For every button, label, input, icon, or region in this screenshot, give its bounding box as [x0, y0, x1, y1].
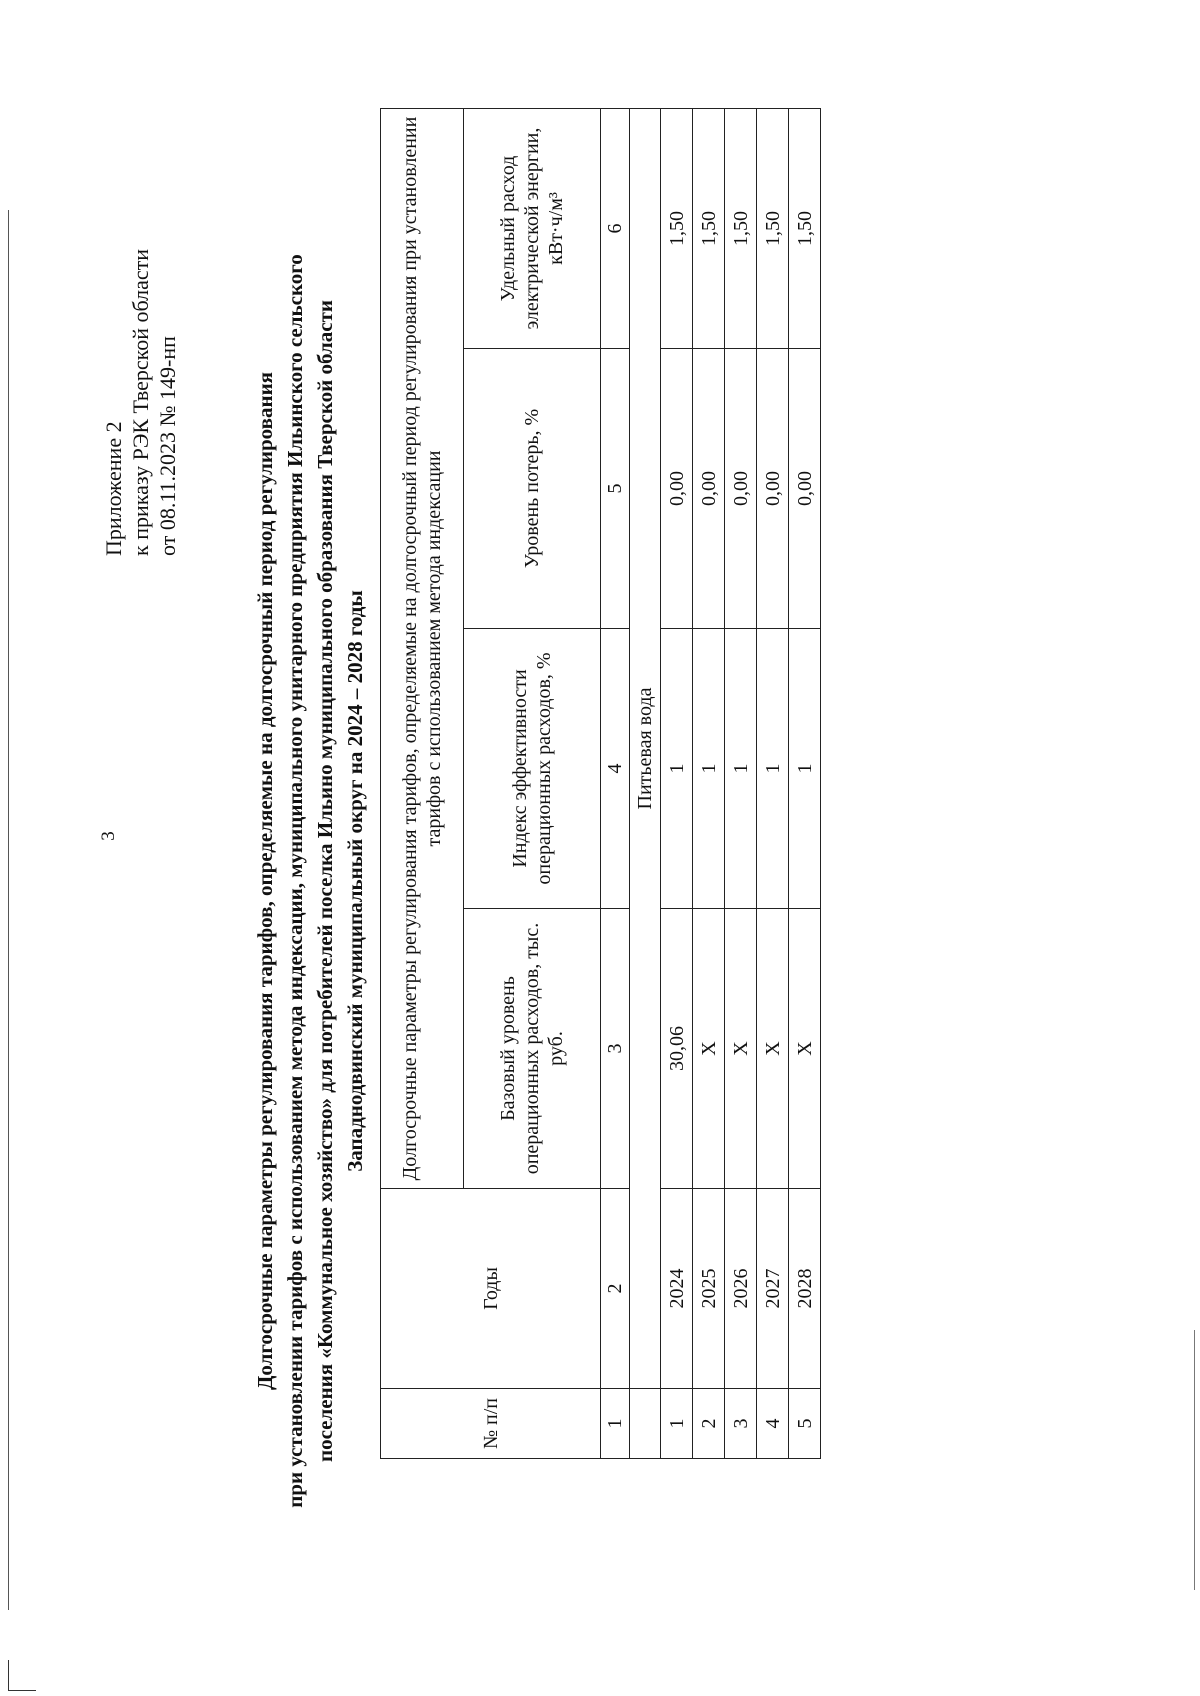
page-number: 3: [98, 831, 119, 841]
row-year: 2028: [789, 1189, 821, 1389]
header-group-params: Долгосрочные параметры регулирования тарифов, определяемые на долгосрочный период регулирования при установлении тарифов с использованием метода индексации: [381, 108, 464, 1188]
row-efficiency-index: 1: [725, 629, 757, 909]
parameters-table: [380, 108, 821, 1459]
row-energy-consumption: 1,50: [693, 108, 725, 348]
column-number: 2: [601, 1189, 630, 1389]
section-row: [630, 108, 661, 1458]
row-efficiency-index: 1: [757, 629, 789, 909]
document-page: [0, 96, 1200, 1696]
column-number: 5: [601, 349, 630, 629]
header-energy-consumption: Удельный расход электрической энергии, кВт·ч/м³: [464, 108, 601, 348]
heading-line: Западнодвинский муниципальный округ на 2024 – 2028 годы: [343, 590, 367, 1172]
appendix-order-ref: к приказу РЭК Тверской области: [128, 248, 153, 556]
row-year: 2025: [693, 1189, 725, 1389]
row-number: 3: [725, 1389, 757, 1459]
row-number: 2: [693, 1389, 725, 1459]
table-row: [693, 108, 725, 1458]
appendix-title: Приложение 2: [101, 421, 126, 556]
row-efficiency-index: 1: [661, 629, 693, 909]
row-energy-consumption: 1,50: [725, 108, 757, 348]
table-row: [661, 108, 693, 1458]
heading-line: поселения «Коммунальное хозяйство» для потребителей поселка Ильино муниципального образования Тверской области: [313, 299, 337, 1463]
row-loss-level: 0,00: [725, 349, 757, 629]
row-energy-consumption: 1,50: [789, 108, 821, 348]
header-efficiency-index: Индекс эффективности операционных расходов, %: [464, 629, 601, 909]
header-base-opex: Базовый уровень операционных расходов, тыс. руб.: [464, 909, 601, 1189]
row-number: 5: [789, 1389, 821, 1459]
column-number: 6: [601, 108, 630, 348]
header-loss-level: Уровень потерь, %: [464, 349, 601, 629]
row-energy-consumption: 1,50: [661, 108, 693, 348]
row-loss-level: 0,00: [693, 349, 725, 629]
section-empty-cell: [630, 1389, 661, 1459]
table-row: [789, 108, 821, 1458]
header-years: Годы: [381, 1189, 601, 1389]
row-year: 2024: [661, 1189, 693, 1389]
column-number: 4: [601, 629, 630, 909]
row-base-opex: 30,06: [661, 909, 693, 1189]
row-year: 2027: [757, 1189, 789, 1389]
header-row-number: № п/п: [381, 1389, 601, 1459]
row-base-opex: Х: [789, 909, 821, 1189]
appendix-order-date: от 08.11.2023 № 149-нп: [155, 336, 180, 556]
heading-line: при установлении тарифов с использованием метода индексации, муниципального унитарного предприятия Ильинского сельского: [283, 254, 307, 1508]
row-energy-consumption: 1,50: [757, 108, 789, 348]
column-numbering-row: [601, 108, 630, 1458]
table-row: [725, 108, 757, 1458]
row-efficiency-index: 1: [693, 629, 725, 909]
heading-line: Долгосрочные параметры регулирования тарифов, определяемые на долгосрочный период регулирования: [253, 371, 277, 1391]
row-loss-level: 0,00: [757, 349, 789, 629]
document-heading: [250, 181, 370, 1581]
table-row: [757, 108, 789, 1458]
row-base-opex: Х: [725, 909, 757, 1189]
row-loss-level: 0,00: [661, 349, 693, 629]
row-number: 1: [661, 1389, 693, 1459]
appendix-note: [100, 249, 181, 556]
row-year: 2026: [725, 1189, 757, 1389]
section-drinking-water: Питьевая вода: [630, 108, 661, 1388]
parameters-table-wrap: [380, 108, 821, 1459]
row-base-opex: Х: [693, 909, 725, 1189]
column-number: 3: [601, 909, 630, 1189]
column-number: 1: [601, 1389, 630, 1459]
row-number: 4: [757, 1389, 789, 1459]
row-loss-level: 0,00: [789, 349, 821, 629]
row-base-opex: Х: [757, 909, 789, 1189]
row-efficiency-index: 1: [789, 629, 821, 909]
